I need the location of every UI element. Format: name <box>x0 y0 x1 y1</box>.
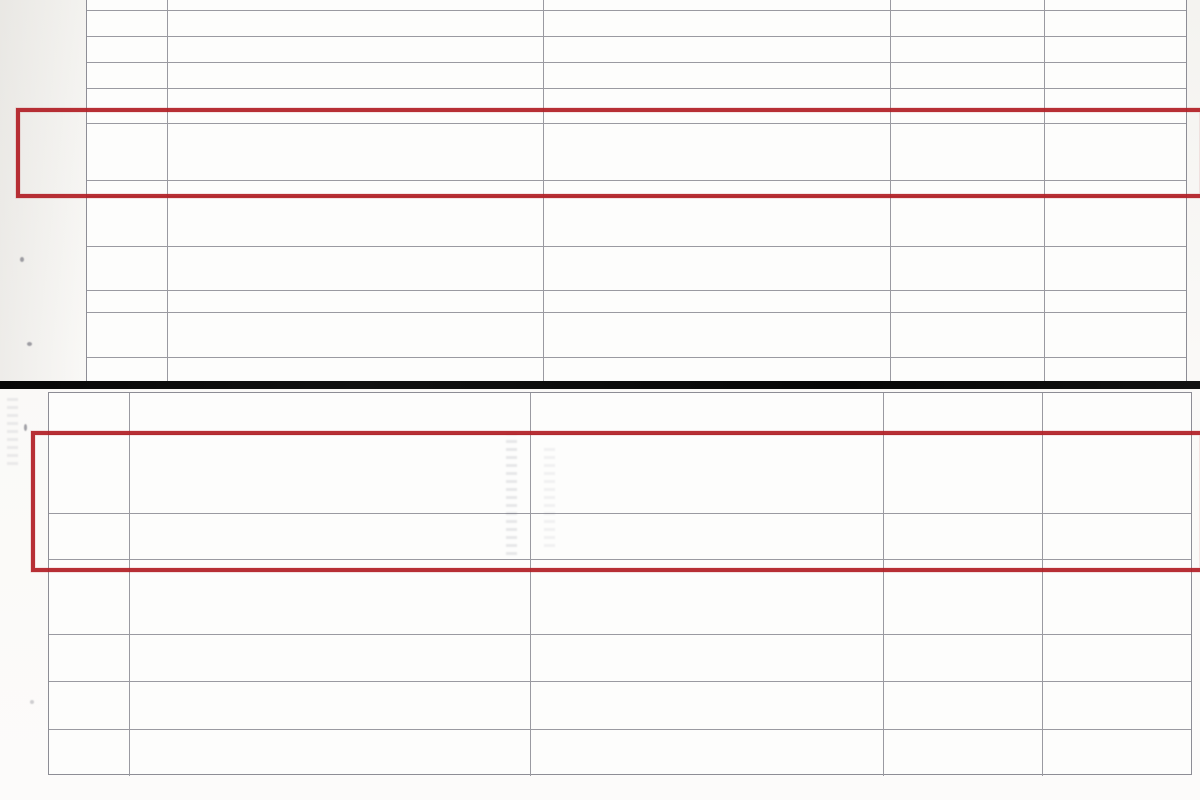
street-cell <box>129 514 530 559</box>
area-cell <box>1044 197 1186 246</box>
row-number-cell <box>49 514 129 559</box>
row-number-cell <box>87 291 167 312</box>
scan-fragment-divider <box>0 381 1200 389</box>
amount-cell <box>883 514 1043 559</box>
area-cell <box>1044 63 1186 88</box>
amount-cell <box>890 197 1045 246</box>
repair-type-cell <box>543 291 889 312</box>
area-cell <box>1044 291 1186 312</box>
street-cell <box>167 124 543 180</box>
amount-cell <box>890 291 1045 312</box>
repair-type-cell <box>543 63 889 88</box>
street-cell <box>129 730 530 776</box>
amount-cell <box>890 37 1045 62</box>
table-row-partial-cut <box>87 0 1186 10</box>
area-cell <box>1042 730 1191 776</box>
table-row-181 <box>87 246 1186 290</box>
table-row-183 <box>87 312 1186 357</box>
repair-type-cell <box>543 124 889 180</box>
street-cell <box>167 89 543 123</box>
table-row-182 <box>87 290 1186 312</box>
street-cell <box>167 197 543 246</box>
repair-type-cell <box>543 313 889 357</box>
amount-cell <box>890 124 1045 180</box>
amount-cell <box>890 0 1045 10</box>
table-row-236 <box>49 559 1191 634</box>
street-cell <box>129 435 530 513</box>
table-row-176 <box>87 62 1186 88</box>
street-cell <box>167 358 543 382</box>
scan-speck <box>30 700 34 704</box>
row-number-cell <box>87 197 167 246</box>
table-row-184 <box>87 357 1186 382</box>
repair-type-cell <box>543 247 889 290</box>
table-row-180 <box>87 196 1186 246</box>
area-cell <box>1044 247 1186 290</box>
amount-cell <box>883 635 1043 681</box>
street-cell <box>129 682 530 729</box>
row-number-cell <box>49 730 129 776</box>
street-cell <box>167 63 543 88</box>
repair-type-cell <box>543 0 889 10</box>
scan-speck <box>24 424 27 431</box>
repair-type-cell <box>543 11 889 36</box>
bleedthrough-artifact <box>7 398 18 470</box>
street-cell <box>129 635 530 681</box>
row-number-cell <box>87 63 167 88</box>
amount-cell <box>890 358 1045 382</box>
area-cell <box>1044 313 1186 357</box>
row-number-cell <box>87 0 167 10</box>
table-fragment-rows-233-239 <box>48 392 1192 775</box>
repair-type-cell <box>530 435 882 513</box>
row-number-cell <box>49 560 129 634</box>
bleedthrough-artifact <box>544 448 555 548</box>
street-cell <box>167 313 543 357</box>
table-row-178 <box>87 123 1186 180</box>
table-row-174 <box>87 10 1186 36</box>
amount-cell <box>890 247 1045 290</box>
bleedthrough-artifact <box>506 432 517 560</box>
row-number-cell <box>87 37 167 62</box>
repair-type-cell <box>543 197 889 246</box>
street-cell <box>167 0 543 10</box>
table-row-235 <box>49 513 1191 559</box>
row-number-cell <box>87 181 167 196</box>
street-cell <box>167 37 543 62</box>
repair-type-cell <box>530 514 882 559</box>
table-fragment-rows-174-184 <box>86 0 1187 383</box>
repair-type-cell <box>530 682 882 729</box>
street-cell <box>129 393 530 434</box>
area-cell <box>1042 635 1191 681</box>
repair-type-cell <box>530 730 882 776</box>
row-number-cell <box>49 682 129 729</box>
amount-cell <box>890 181 1045 196</box>
repair-type-cell <box>543 37 889 62</box>
street-cell <box>167 181 543 196</box>
table-row-238 <box>49 681 1191 729</box>
area-cell <box>1042 560 1191 634</box>
area-cell <box>1044 124 1186 180</box>
table-row-234 <box>49 434 1191 513</box>
area-cell <box>1044 0 1186 10</box>
table-row-239 <box>49 729 1191 776</box>
row-number-cell <box>87 313 167 357</box>
amount-cell <box>890 11 1045 36</box>
street-cell <box>167 11 543 36</box>
table-row-177 <box>87 88 1186 123</box>
row-number-cell <box>87 124 167 180</box>
scan-speck <box>27 342 32 346</box>
repair-type-cell <box>543 89 889 123</box>
area-cell <box>1042 393 1191 434</box>
row-number-cell <box>87 11 167 36</box>
table-row-233 <box>49 393 1191 434</box>
row-number-cell <box>49 635 129 681</box>
row-number-cell <box>87 89 167 123</box>
repair-type-cell <box>530 393 882 434</box>
table-row-237 <box>49 634 1191 681</box>
amount-cell <box>883 560 1043 634</box>
scan-margin-shading <box>0 0 90 383</box>
area-cell <box>1044 358 1186 382</box>
repair-type-cell <box>543 358 889 382</box>
amount-cell <box>883 435 1043 513</box>
row-number-cell <box>87 247 167 290</box>
area-cell <box>1044 11 1186 36</box>
amount-cell <box>890 313 1045 357</box>
amount-cell <box>883 682 1043 729</box>
street-cell <box>167 247 543 290</box>
row-number-cell <box>87 358 167 382</box>
amount-cell <box>890 63 1045 88</box>
street-cell <box>167 291 543 312</box>
row-number-cell <box>49 435 129 513</box>
area-cell <box>1044 37 1186 62</box>
repair-type-cell <box>530 635 882 681</box>
table-row-175 <box>87 36 1186 62</box>
area-cell <box>1042 682 1191 729</box>
table-row-179 <box>87 180 1186 196</box>
amount-cell <box>883 393 1043 434</box>
repair-type-cell <box>530 560 882 634</box>
area-cell <box>1044 89 1186 123</box>
amount-cell <box>883 730 1043 776</box>
row-number-cell <box>49 393 129 434</box>
scan-speck <box>20 257 24 262</box>
street-cell <box>129 560 530 634</box>
amount-cell <box>890 89 1045 123</box>
area-cell <box>1044 181 1186 196</box>
area-cell <box>1042 435 1191 513</box>
repair-type-cell <box>543 181 889 196</box>
area-cell <box>1042 514 1191 559</box>
